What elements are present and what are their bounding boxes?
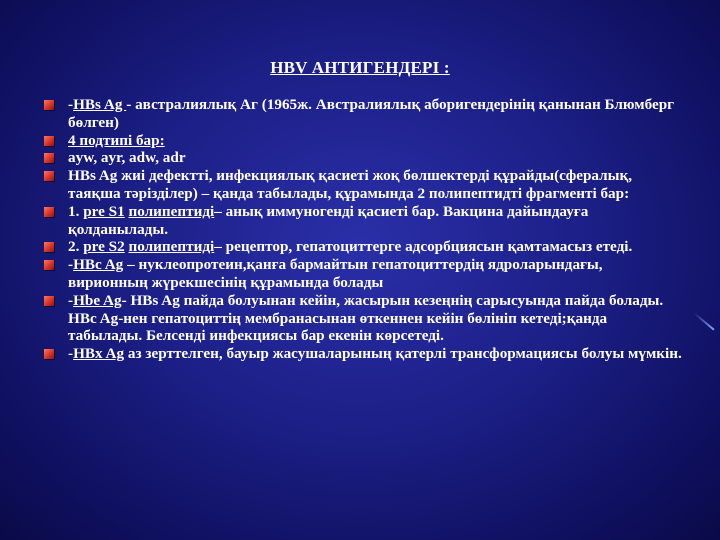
bullet-item	[44, 345, 684, 363]
underlined-term: pre S1	[83, 202, 125, 220]
bullet-item	[44, 96, 684, 132]
red-square-bullet-icon	[44, 171, 54, 181]
underlined-term: Hbe Ag	[73, 291, 122, 309]
bullet-item	[44, 256, 684, 292]
underlined-term: HBc Ag	[73, 256, 124, 274]
red-square-bullet-icon	[44, 349, 54, 359]
bullet-text: -	[68, 96, 74, 113]
bullet-item	[44, 132, 684, 150]
bullet-text: – рецептор, гепатоциттерге адсорбциясын қамтамасыз етеді.	[214, 238, 633, 256]
bullet-text: HBs Ag жиі дефектті, инфекциялық қасиеті жоқ бөлшектерді құрайды(сфералық, таяқша тәрізділер) – қанда табылады, құрамында 2 полипептидті фрагменті бар:	[68, 167, 633, 202]
bullet-item	[44, 149, 684, 167]
bullet-item	[44, 167, 684, 203]
bullet-item	[44, 203, 684, 239]
bullet-text: аз зерттелген, бауыр жасушаларының қатерлі трансформациясы болуы мүмкін.	[124, 345, 682, 363]
red-square-bullet-icon	[44, 296, 54, 306]
red-square-bullet-icon	[44, 136, 54, 146]
bullet-text: – нуклеопротеин,қанға бармайтын гепатоциттердің ядроларындағы, вирионның жүрекшесінің құрамында болады	[68, 256, 603, 291]
bullet-text: 2.	[68, 238, 84, 256]
bullet-item	[44, 238, 684, 256]
underlined-term: pre S2	[83, 238, 125, 256]
bullet-text: - HBs Ag пайда болуынан кейін, жасырын кезеңнің сарысуында пайда болады. HBc Ag-нен гепатоциттің мембранасынан өткеннен кейін бөлініп кетеді;қанда табылады. Белсенді инфекциясы бар екенін көрсетеді.	[68, 291, 664, 345]
bullet-text: -	[68, 256, 74, 274]
underlined-term: полипептиді	[128, 202, 215, 220]
red-square-bullet-icon	[44, 242, 54, 252]
slide-title-text: HBV АНТИГЕНДЕРІ :	[270, 58, 450, 77]
red-square-bullet-icon	[44, 100, 54, 110]
bullet-text: 1.	[68, 202, 84, 220]
bullet-list	[44, 96, 684, 363]
underlined-term: полипептиді	[128, 238, 215, 256]
red-square-bullet-icon	[44, 153, 54, 163]
red-square-bullet-icon	[44, 207, 54, 217]
bullet-text: – анық иммуногенді қасиеті бар. Вакцина дайындауға қолданылады.	[68, 202, 589, 238]
bullet-item	[44, 292, 684, 345]
bullet-text: -	[68, 345, 74, 363]
underlined-term: HBx Ag	[73, 345, 125, 363]
bullet-text: ayw, ayr, adw, adr	[68, 149, 186, 167]
decorative-line	[693, 312, 714, 330]
slide-title	[0, 58, 720, 78]
underlined-term: HBs Ag	[73, 96, 127, 113]
bullet-text: - австралиялық Аг (1965ж. Австралиялық аборигендерінің қанынан Блюмберг бөлген)	[68, 96, 675, 131]
underlined-term: 4 подтипі бар:	[68, 131, 165, 149]
bullet-text: -	[68, 291, 74, 309]
red-square-bullet-icon	[44, 260, 54, 270]
